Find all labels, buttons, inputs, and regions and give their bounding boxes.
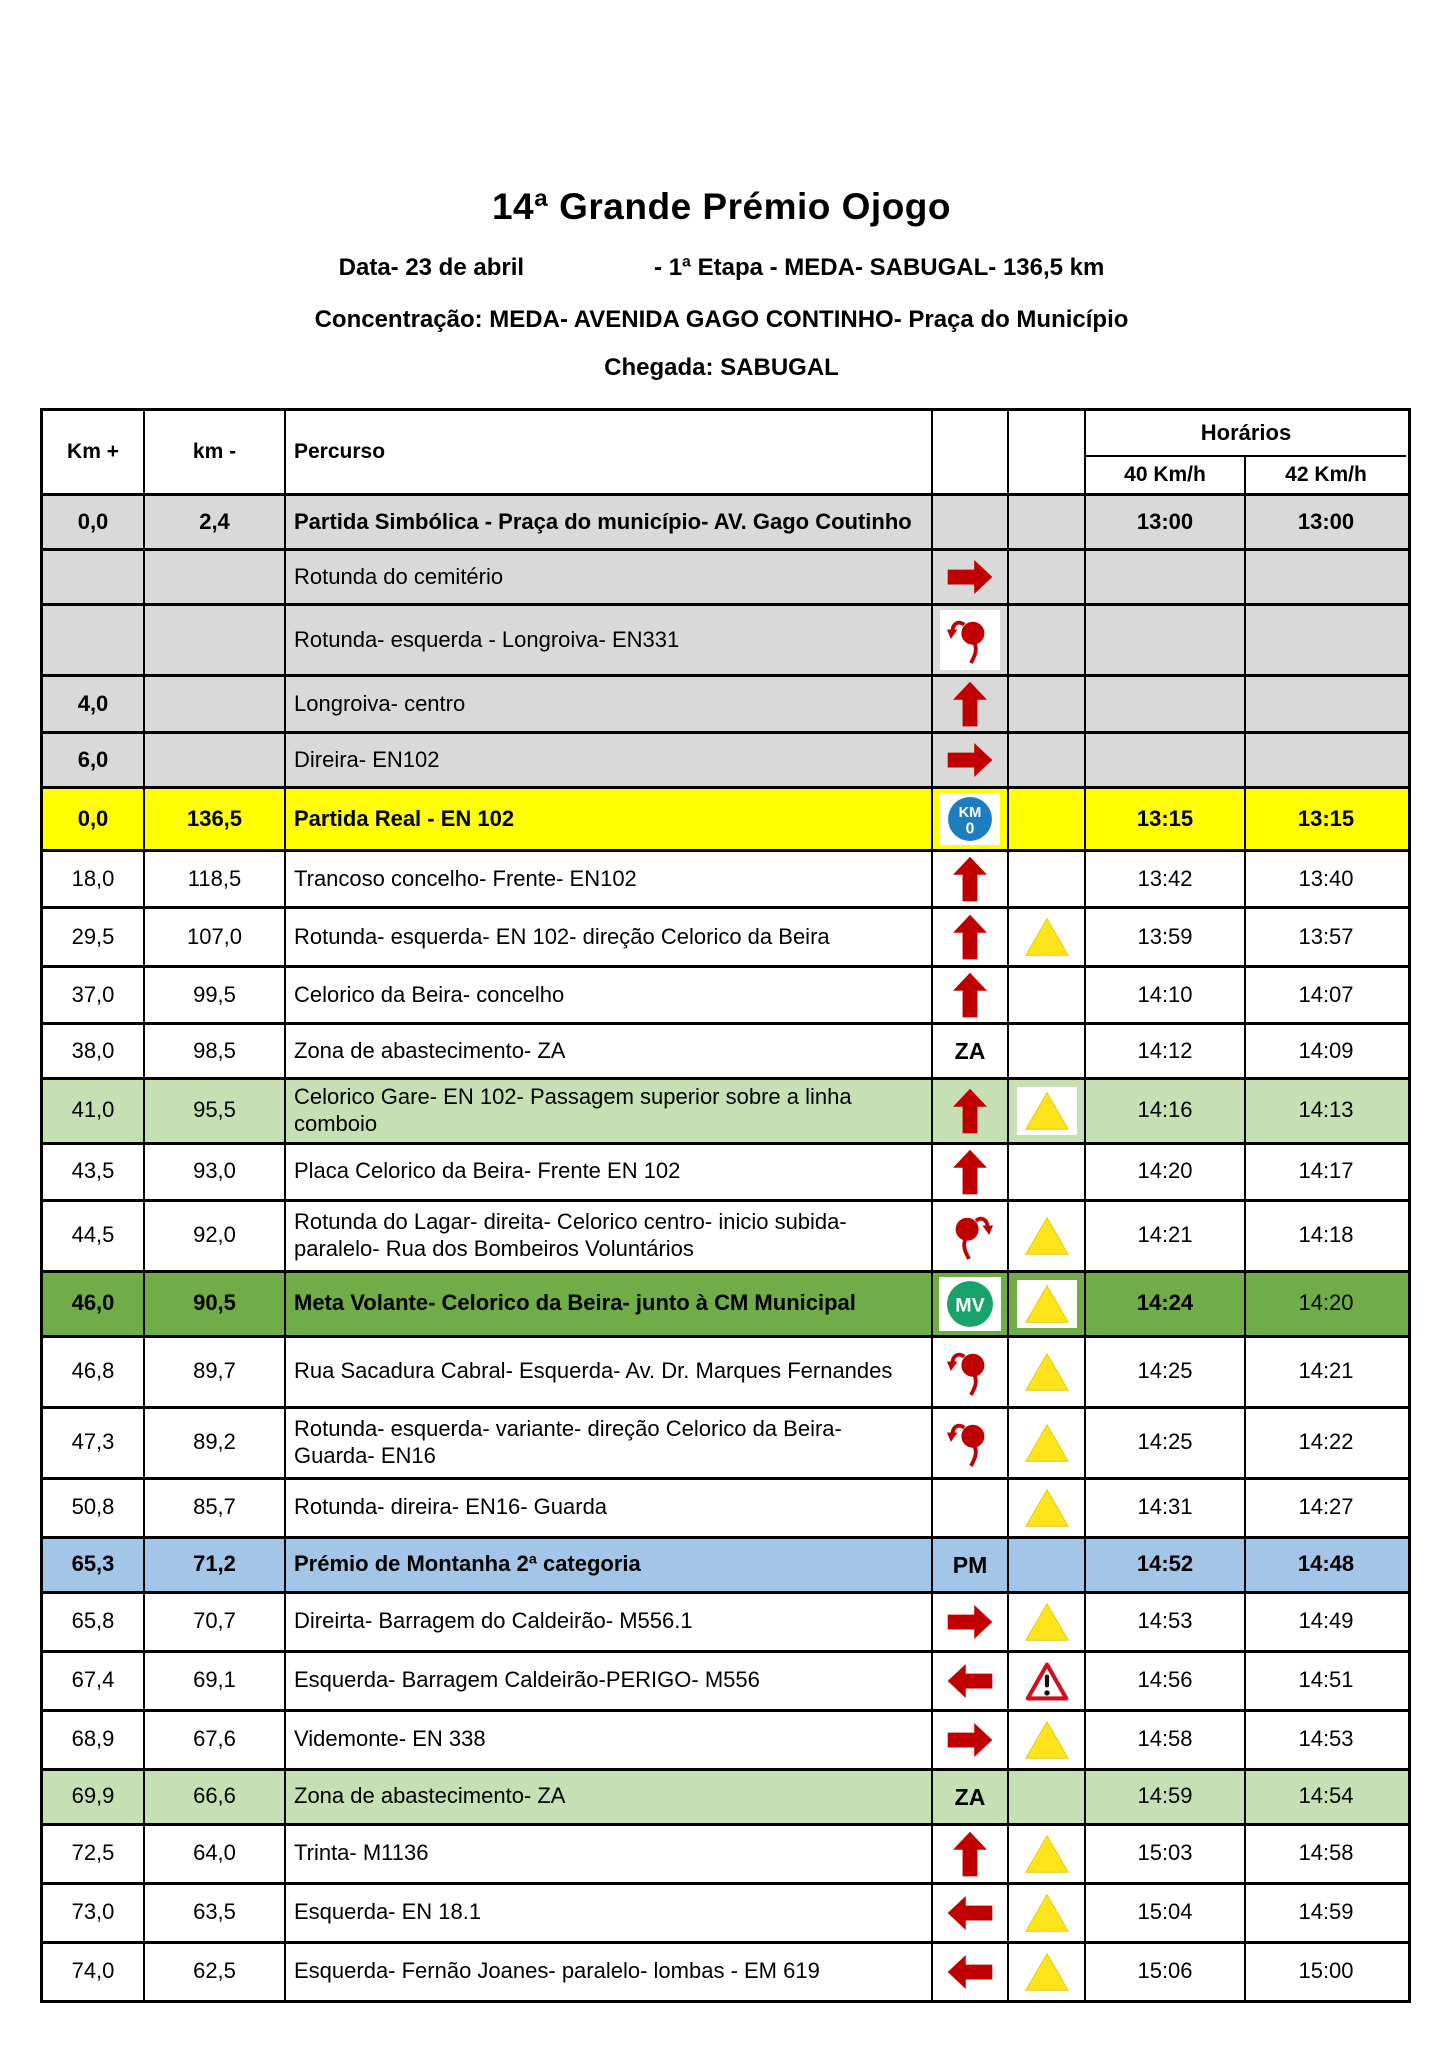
time-40-cell [1086,677,1246,731]
km-plus-cell: 6,0 [43,734,145,786]
sign-cell [933,1539,1009,1591]
km-minus-cell: 89,2 [145,1409,286,1477]
km-minus-cell: 92,0 [145,1202,286,1270]
time-40-cell: 14:58 [1086,1712,1246,1768]
arrow-up-icon [953,681,987,727]
warning-cell [1009,1944,1086,2000]
km-minus-cell: 62,5 [145,1944,286,2000]
percurso-cell: Zona de abastecimento- ZA [286,1771,933,1823]
sign-cell [933,734,1009,786]
warning-cell [1009,1771,1086,1823]
percurso-cell: Direirta- Barragem do Caldeirão- M556.1 [286,1594,933,1650]
time-42-cell: 14:07 [1298,981,1354,1007]
chegada-line: Chegada: SABUGAL [604,354,839,381]
warning-cell [1009,1653,1086,1709]
route-row [43,1650,1408,1709]
arrow-right-icon [947,1605,993,1639]
route-row [43,1199,1408,1270]
arrow-up-icon [953,972,987,1018]
time-42-cell: 14:58 [1298,1840,1354,1866]
mv-badge [939,1277,1001,1331]
warning-cell [1009,606,1086,674]
km-plus-cell: 68,9 [43,1712,145,1768]
warning-cell [1009,1885,1086,1941]
sign-cell [933,1338,1009,1406]
percurso-cell: Longroiva- centro [286,677,933,731]
km-minus-cell [145,677,286,731]
time-42-cell: 15:00 [1298,1958,1354,1984]
warning-cell [1009,909,1086,965]
table-body [43,493,1408,2000]
sign-cell [933,1273,1009,1335]
sign-cell [933,968,1009,1022]
route-row [43,1022,1408,1077]
km-plus-cell: 0,0 [43,789,145,849]
warning-triangle-icon [1017,1348,1077,1396]
km-plus-cell: 69,9 [43,1771,145,1823]
km-minus-cell [145,551,286,603]
percurso-cell: Rua Sacadura Cabral- Esquerda- Av. Dr. Marques Fernandes [286,1338,933,1406]
km-plus-cell: 29,5 [43,909,145,965]
sign-cell [933,789,1009,849]
sign-cell [933,496,1009,548]
km-minus-cell: 71,2 [145,1539,286,1591]
time-42-cell: 13:15 [1297,805,1355,831]
warning-triangle-icon [1017,1280,1077,1328]
arrow-up-icon [953,914,987,960]
time-40-cell: 13:15 [1086,789,1246,849]
time-42-cell: 14:13 [1298,1097,1354,1123]
warning-cell [1009,789,1086,849]
km-plus-cell: 72,5 [43,1826,145,1882]
page-title: 14ª Grande Prémio Ojogo [491,186,952,227]
warning-triangle-icon [1017,1889,1077,1937]
route-row [43,1941,1408,2000]
percurso-cell: Rotunda- esquerda - Longroiva- EN331 [286,606,933,674]
time-42-cell [1246,734,1406,786]
sign-cell [933,1712,1009,1768]
route-row [43,1709,1408,1768]
stage-label: - 1ª Etapa - MEDA- SABUGAL- 136,5 km [654,254,1105,281]
warning-cell [1009,496,1086,548]
roundabout-left-icon [940,610,1000,670]
warning-cell [1009,1080,1086,1142]
concentracao-line: Concentração: MEDA- AVENIDA GAGO CONTINHO- Praça do Município [314,306,1129,333]
km-plus-cell [43,551,145,603]
warning-cell [1009,1712,1086,1768]
route-row [43,1882,1408,1941]
za-label: ZA [954,1783,986,1810]
sign-cell [933,1080,1009,1142]
time-40-cell: 14:31 [1086,1480,1246,1536]
route-table [40,408,1411,2003]
route-row [43,731,1408,786]
sign-cell [933,1826,1009,1882]
svg-text:MV: MV [955,1294,985,1317]
km-minus-cell: 70,7 [145,1594,286,1650]
time-40-cell: 14:12 [1086,1025,1246,1077]
percurso-cell: Partida Simbólica - Praça do município- AV. Gago Coutinho [286,496,933,548]
percurso-cell: Rotunda do Lagar- direita- Celorico centro- inicio subida- paralelo- Rua dos Bombeiros Voluntários [286,1202,933,1270]
warning-cell [1009,1145,1086,1199]
warning-triangle-icon [1017,1716,1077,1764]
time-42-cell [1246,551,1406,603]
header-sign-column [933,411,1009,493]
time-40-cell: 14:16 [1086,1080,1246,1142]
time-42-cell [1246,606,1406,674]
warning-triangle-icon [1017,1212,1077,1260]
km-plus-cell: 74,0 [43,1944,145,2000]
time-42-cell [1246,677,1406,731]
km-minus-cell [145,734,286,786]
roundabout-left-icon [940,1413,1000,1473]
warning-cell [1009,1826,1086,1882]
km-plus-cell: 65,3 [43,1539,145,1591]
time-42-cell: 14:54 [1298,1783,1354,1809]
sign-cell [933,1202,1009,1270]
km-plus-cell: 46,0 [43,1273,145,1335]
km-minus-cell: 63,5 [145,1885,286,1941]
sign-cell [933,1594,1009,1650]
route-row [43,1335,1408,1406]
warning-cell [1009,1539,1086,1591]
route-row [43,1477,1408,1536]
km-plus-cell: 37,0 [43,968,145,1022]
percurso-cell: Videmonte- EN 338 [286,1712,933,1768]
header-warning-column [1009,411,1086,493]
percurso-cell: Celorico da Beira- concelho [286,968,933,1022]
km-minus-cell: 136,5 [145,789,286,849]
km-plus-cell: 46,8 [43,1338,145,1406]
warning-cell [1009,1594,1086,1650]
time-40-cell: 13:00 [1086,496,1246,548]
percurso-cell: Rotunda do cemitério [286,551,933,603]
percurso-cell: Rotunda- esquerda- EN 102- direção Celorico da Beira [286,909,933,965]
km-plus-cell: 18,0 [43,852,145,906]
sign-cell [933,551,1009,603]
percurso-cell: Rotunda- direira- EN16- Guarda [286,1480,933,1536]
time-40-cell [1086,551,1246,603]
route-row [43,1768,1408,1823]
warning-cell [1009,677,1086,731]
km-plus-cell: 47,3 [43,1409,145,1477]
warning-cell [1009,1409,1086,1477]
km-minus-cell: 85,7 [145,1480,286,1536]
km-minus-cell: 89,7 [145,1338,286,1406]
km-minus-cell: 67,6 [145,1712,286,1768]
time-40-cell: 14:59 [1086,1771,1246,1823]
warning-triangle-icon [1017,1087,1077,1135]
sign-cell [933,606,1009,674]
sign-cell [933,1653,1009,1709]
route-row [43,493,1408,548]
percurso-cell: Trancoso concelho- Frente- EN102 [286,852,933,906]
sign-cell [933,677,1009,731]
warning-cell [1009,1338,1086,1406]
danger-triangle-icon [1018,1657,1076,1705]
km-plus-cell: 41,0 [43,1080,145,1142]
sign-cell [933,1025,1009,1077]
time-40-cell: 15:03 [1086,1826,1246,1882]
km0-badge [940,793,1000,845]
percurso-cell: Zona de abastecimento- ZA [286,1025,933,1077]
arrow-up-icon [953,1088,987,1134]
header-speed-42: 42 Km/h [1285,463,1367,486]
percurso-cell: Esquerda- Fernão Joanes- paralelo- lombas - EM 619 [286,1944,933,2000]
time-42-cell: 14:17 [1298,1158,1354,1184]
km-plus-cell: 38,0 [43,1025,145,1077]
route-row [43,1270,1408,1335]
km-minus-cell: 66,6 [145,1771,286,1823]
time-42-cell: 14:27 [1298,1494,1354,1520]
time-42-cell: 14:48 [1297,1551,1355,1577]
percurso-cell: Trinta- M1136 [286,1826,933,1882]
warning-cell [1009,1480,1086,1536]
svg-text:KM: KM [958,804,982,821]
warning-cell [1009,968,1086,1022]
time-42-cell: 14:09 [1298,1037,1354,1063]
sign-cell [933,1145,1009,1199]
km-plus-cell: 67,4 [43,1653,145,1709]
arrow-right-icon [947,1723,993,1757]
header-percurso: Percurso [286,411,933,493]
km-minus-cell: 107,0 [145,909,286,965]
time-40-cell: 14:10 [1086,968,1246,1022]
time-42-cell: 14:59 [1298,1899,1354,1925]
header-speed-40: 40 Km/h [1086,457,1246,493]
warning-cell [1009,1025,1086,1077]
time-42-cell: 14:21 [1298,1358,1354,1384]
warning-triangle-icon [1017,913,1077,961]
route-row [43,548,1408,603]
arrow-left-icon [947,1664,993,1698]
header-km-minus: km - [145,411,286,493]
warning-cell [1009,1273,1086,1335]
arrow-up-icon [953,1831,987,1877]
arrow-right-icon [947,743,993,777]
warning-triangle-icon [1017,1830,1077,1878]
document-header [0,0,1443,382]
km-minus-cell: 118,5 [145,852,286,906]
date-stage-line [0,254,1443,282]
km-minus-cell: 93,0 [145,1145,286,1199]
arrow-up-icon [953,856,987,902]
time-40-cell: 14:52 [1086,1539,1246,1591]
km-plus-cell: 0,0 [43,496,145,548]
time-40-cell: 13:42 [1086,852,1246,906]
time-42-cell: 13:57 [1298,923,1354,949]
km-plus-cell: 4,0 [43,677,145,731]
time-40-cell [1086,606,1246,674]
route-row [43,674,1408,731]
route-row [43,849,1408,906]
km-minus-cell: 98,5 [145,1025,286,1077]
time-40-cell: 14:56 [1086,1653,1246,1709]
za-label: ZA [954,1037,986,1064]
percurso-cell: Partida Real - EN 102 [286,789,933,849]
km-minus-cell: 64,0 [145,1826,286,1882]
route-row [43,1406,1408,1477]
time-40-cell: 14:21 [1086,1202,1246,1270]
route-row [43,1142,1408,1199]
time-40-cell: 14:25 [1086,1409,1246,1477]
date-label: Data- 23 de abril [338,254,525,281]
sign-cell [933,1480,1009,1536]
warning-triangle-icon [1017,1419,1077,1467]
roundabout-left-icon [940,1342,1000,1402]
km-minus-cell [145,606,286,674]
arrow-up-icon [953,1149,987,1195]
route-row [43,603,1408,674]
arrow-left-icon [947,1896,993,1930]
warning-cell [1009,551,1086,603]
time-40-cell: 15:04 [1086,1885,1246,1941]
km-plus-cell: 50,8 [43,1480,145,1536]
percurso-cell: Rotunda- esquerda- variante- direção Celorico da Beira- Guarda- EN16 [286,1409,933,1477]
time-42-cell: 13:00 [1297,508,1355,534]
km-minus-cell: 90,5 [145,1273,286,1335]
arrow-left-icon [947,1955,993,1989]
km-minus-cell: 69,1 [145,1653,286,1709]
warning-triangle-icon [1017,1598,1077,1646]
sign-cell [933,909,1009,965]
time-40-cell: 14:53 [1086,1594,1246,1650]
percurso-cell: Direira- EN102 [286,734,933,786]
time-40-cell: 14:25 [1086,1338,1246,1406]
header-km-plus: Km + [43,411,145,493]
arrow-right-icon [947,560,993,594]
time-42-cell: 14:51 [1298,1667,1354,1693]
sign-cell [933,1409,1009,1477]
km-plus-cell: 44,5 [43,1202,145,1270]
route-row [43,1536,1408,1591]
time-42-cell: 14:53 [1298,1726,1354,1752]
time-42-cell: 14:20 [1298,1290,1354,1316]
route-row [43,1823,1408,1882]
km-minus-cell: 99,5 [145,968,286,1022]
route-row [43,786,1408,849]
route-row [43,1591,1408,1650]
pm-label: PM [952,1551,988,1578]
time-40-cell [1086,734,1246,786]
km-plus-cell: 65,8 [43,1594,145,1650]
roundabout-right-icon [940,1206,1000,1266]
sign-cell [933,1944,1009,2000]
percurso-cell: Celorico Gare- EN 102- Passagem superior sobre a linha comboio [286,1080,933,1142]
sign-cell [933,852,1009,906]
route-row [43,1077,1408,1142]
time-42-cell: 14:22 [1298,1429,1354,1455]
warning-triangle-icon [1017,1484,1077,1532]
route-row [43,965,1408,1022]
table-header [43,411,1408,493]
percurso-cell: Esquerda- Barragem Caldeirão-PERIGO- M556 [286,1653,933,1709]
sign-cell [933,1771,1009,1823]
time-42-cell: 13:40 [1298,865,1354,891]
km-minus-cell: 95,5 [145,1080,286,1142]
svg-text:0: 0 [965,820,975,838]
km-plus-cell [43,606,145,674]
km-minus-cell: 2,4 [145,496,286,548]
time-40-cell: 15:06 [1086,1944,1246,2000]
percurso-cell: Placa Celorico da Beira- Frente EN 102 [286,1145,933,1199]
route-row [43,906,1408,965]
sign-cell [933,1885,1009,1941]
warning-triangle-icon [1017,1948,1077,1996]
time-40-cell: 14:24 [1086,1273,1246,1335]
warning-cell [1009,852,1086,906]
km-plus-cell: 43,5 [43,1145,145,1199]
percurso-cell: Prémio de Montanha 2ª categoria [286,1539,933,1591]
percurso-cell: Meta Volante- Celorico da Beira- junto à CM Municipal [286,1273,933,1335]
warning-cell [1009,734,1086,786]
time-40-cell: 13:59 [1086,909,1246,965]
time-42-cell: 14:18 [1298,1222,1354,1248]
warning-cell [1009,1202,1086,1270]
percurso-cell: Esquerda- EN 18.1 [286,1885,933,1941]
time-42-cell: 14:49 [1298,1608,1354,1634]
time-40-cell: 14:20 [1086,1145,1246,1199]
header-horarios: Horários [1086,411,1406,457]
km-plus-cell: 73,0 [43,1885,145,1941]
